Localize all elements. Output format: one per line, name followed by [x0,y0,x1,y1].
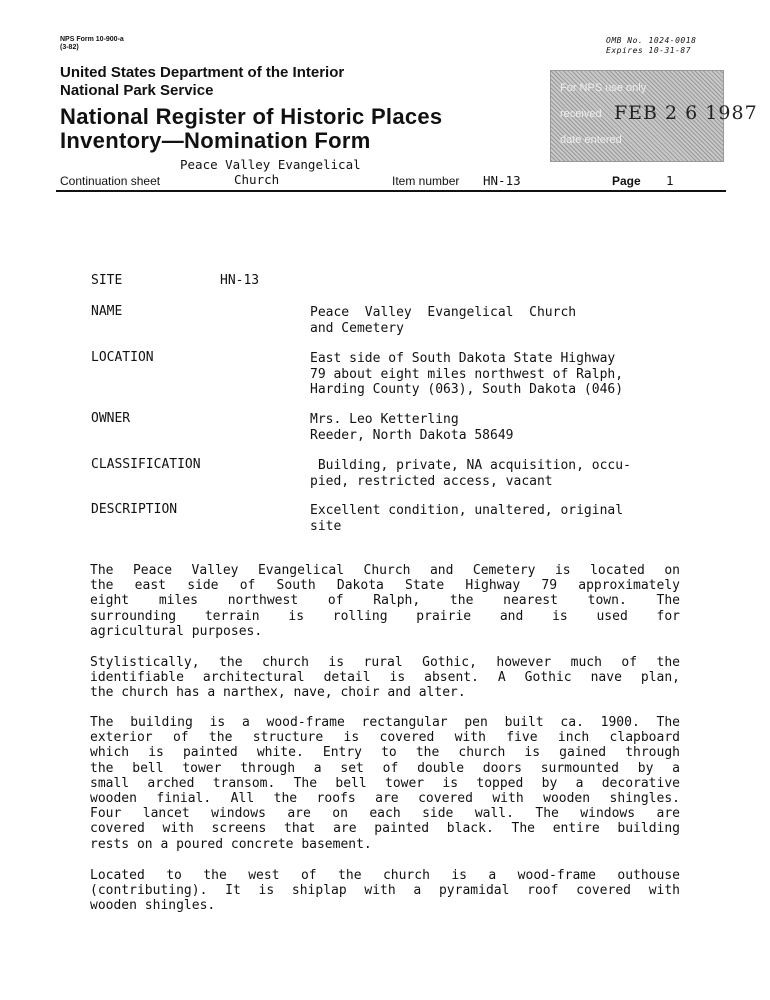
stamp-received-date: FEB 2 6 1987 [614,102,758,124]
service-name: National Park Service [60,82,214,99]
description-label: DESCRIPTION [91,502,178,517]
page-label: Page [612,174,641,188]
classification-value: Building, private, NA acquisition, occu- pied, restricted access, vacant [310,458,631,489]
omb-number: OMB No. 1024-0018 [606,36,697,45]
form-title-line1: National Register of Historic Places [60,104,443,129]
location-value: East side of South Dakota State Highway 79 about eight miles northwest of Ralph, Harding County (063), South Dakota (046) [310,351,624,397]
location-label: LOCATION [91,350,154,365]
form-code: NPS Form 10-900-a [60,36,124,43]
paragraph-location: The Peace Valley Evangelical Church and Cemetery is located on the east side of South Dakota State Highway 79 approximately eight miles northwest of Ralph, the nearest town. The surrounding terrain is rolling prairie and is used for agricultural purposes. [90,563,680,639]
description-value: Excellent condition, unaltered, original site [310,503,624,534]
site-value: HN-13 [220,273,260,288]
item-number-value: HN-13 [483,173,521,188]
property-name-line1: Peace Valley Evangelical [180,157,361,172]
item-number-label: Item number [392,174,460,188]
page-number: 1 [666,173,674,188]
site-label: SITE [91,273,123,288]
continuation-sheet-label: Continuation sheet [60,174,161,188]
classification-label: CLASSIFICATION [91,457,201,472]
stamp-date-entered: date entered [560,134,622,146]
stamp-use-only: For NPS use only [560,82,647,94]
property-name-line2: Church [234,172,280,187]
name-label: NAME [91,304,123,319]
header-divider [56,190,726,192]
name-value: Peace Valley Evangelical Church and Cemetery [310,305,577,336]
form-date: (3-82) [60,44,79,51]
paragraph-style: Stylistically, the church is rural Gothic, however much of the identifiable architectural detail is absent. A Gothic nave plan, the church has a narthex, nave, choir and alter. [90,655,680,701]
form-title-line2: Inventory—Nomination Form [60,128,371,153]
stamp-received-label: received [560,108,602,120]
department-name: United States Department of the Interior [60,64,345,81]
owner-label: OWNER [91,411,131,426]
owner-value: Mrs. Leo Ketterling Reeder, North Dakota 58649 [310,412,514,443]
omb-expires: Expires 10-31-87 [606,46,692,55]
paragraph-building: The building is a wood-frame rectangular pen built ca. 1900. The exterior of the structure is covered with five inch clapboard which is painted white. Entry to the church is gained through the bell tower through a set of double doors surmounted by a small arched transom. The bell tower is topped by a decorative wooden finial. All the roofs are covered with wooden shingles. Four lancet windows are on each side wall. The windows are covered with screens that are painted black. The entire building rests on a poured concrete basement. [90,715,680,852]
paragraph-outhouse: Located to the west of the church is a wood-frame outhouse (contributing). It is shiplap with a pyramidal roof covered with wooden shingles. [90,868,680,914]
